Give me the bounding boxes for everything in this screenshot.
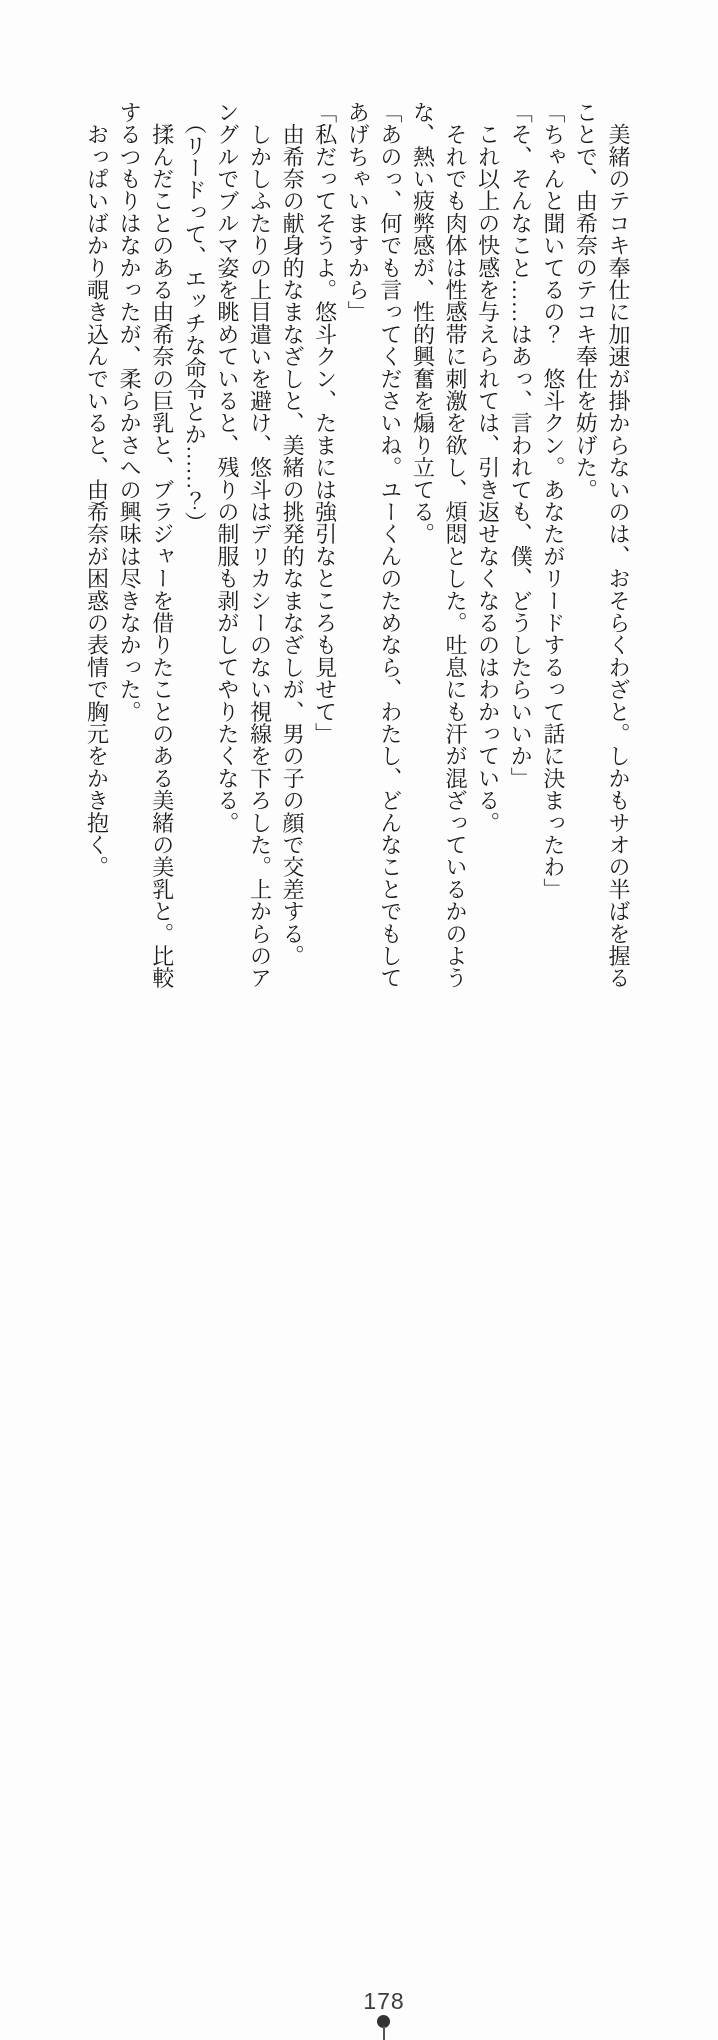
text-column: 美緒のテコキ奉仕に加速が掛からないのは、おそらくわざと。しかもサオの半ばを握る [606, 101, 631, 989]
binding-stem-line [383, 2026, 385, 2040]
text-column: な、熱い疲弊感が、性的興奮を煽り立てる。 [410, 101, 436, 545]
text-column: しかしふたりの上目遣いを避け、悠斗はデリカシーのない視線を下ろした。上からのア [247, 101, 273, 989]
text-column: これ以上の快感を与えられては、引き返せなくなるのはわかっている。 [475, 101, 501, 834]
text-column: 「そ、そんなこと……はあっ、言われても、僕、どうしたらいいか」 [508, 101, 534, 790]
vertical-text-block [80, 101, 634, 991]
text-column: （リードって、エッチな命令とか……？） [182, 101, 208, 534]
text-column: 「ちゃんと聞いてるの？ 悠斗クン。あなたがリードするって話に決まったわ」 [540, 101, 566, 901]
text-column: おっぱいばかり覗き込んでいると、由希奈が困惑の表情で胸元をかき抱く。 [84, 101, 110, 878]
text-column: 「あのっ、何でも言ってくださいね。ユーくんのためなら、わたし、どんなことでもして [377, 101, 403, 989]
text-column: 「私だってそうよ。悠斗クン、たまには強引なところも見せて」 [312, 101, 338, 745]
text-column: するつもりはなかったが、柔らかさへの興味は尽きなかった。 [117, 101, 143, 723]
page-number: 178 [363, 1988, 405, 2014]
text-column: あげちゃいますから」 [345, 101, 371, 323]
text-column: それでも肉体は性感帯に刺激を欲し、煩悶とした。吐息にも汗が混ざっているかのよう [443, 101, 469, 989]
text-column: 揉んだことのある由希奈の巨乳と、ブラジャーを借りたことのある美緒の美乳と。比較 [149, 101, 175, 989]
text-column: 由希奈の献身的なまなざしと、美緒の挑発的なまなざしが、男の子の顔で交差する。 [280, 101, 306, 967]
text-column: ことで、由希奈のテコキ奉仕を妨げた。 [573, 101, 599, 501]
page-footer [0, 990, 718, 2014]
text-column: ングルでブルマ姿を眺めていると、残りの制服も剥がしてやりたくなる。 [214, 101, 240, 834]
